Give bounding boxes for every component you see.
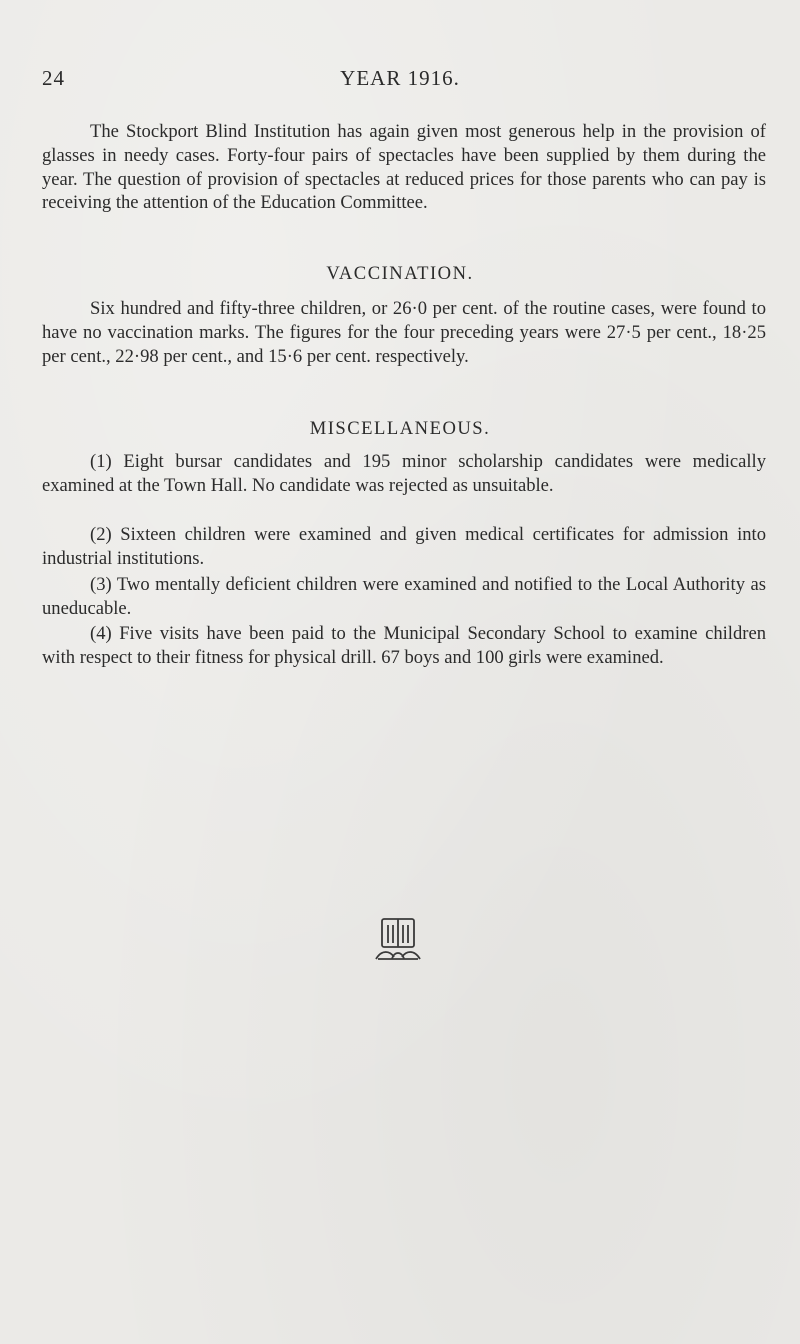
misc-item-3: (3) Two mentally deficient children were examined and notified to the Local Authority as uneducable. <box>42 574 766 619</box>
misc-item-1: (1) Eight bursar candidates and 195 minor scholarship candidates were medically examined at the Town Hall. No candidate was rejected as unsuitable. <box>42 451 766 496</box>
vaccination-heading: VACCINATION. <box>326 263 474 284</box>
open-book-ornament-icon <box>372 915 424 965</box>
misc-item-4: (4) Five visits have been paid to the Municipal Secondary School to examine children with respect to their fitness for physical drill. 67 boys and 100 girls were examined. <box>42 623 766 668</box>
vaccination-paragraph: Six hundred and fifty-three children, or 26·0 per cent. of the routine cases, were found to have no vaccination marks. The figures for the four preceding years were 27·5 per cent., 18·25 per cent., 22·98 per cent., and 15·6 per cent. respectively. <box>42 298 766 367</box>
running-title: YEAR 1916. <box>340 66 460 90</box>
page-number: 24 <box>42 66 65 90</box>
misc-item-2: (2) Sixteen children were examined and given medical certificates for admission into industrial institutions. <box>42 524 766 569</box>
blind-institution-paragraph: The Stockport Blind Institution has again given most generous help in the provision of glasses in needy cases. Forty-four pairs of spectacles have been supplied by them during the year. The question of provision of spectacles at reduced prices for those parents who can pay is receiving the attention of the Education Committee. <box>42 121 766 214</box>
miscellaneous-heading: MISCELLANEOUS. <box>309 418 491 439</box>
